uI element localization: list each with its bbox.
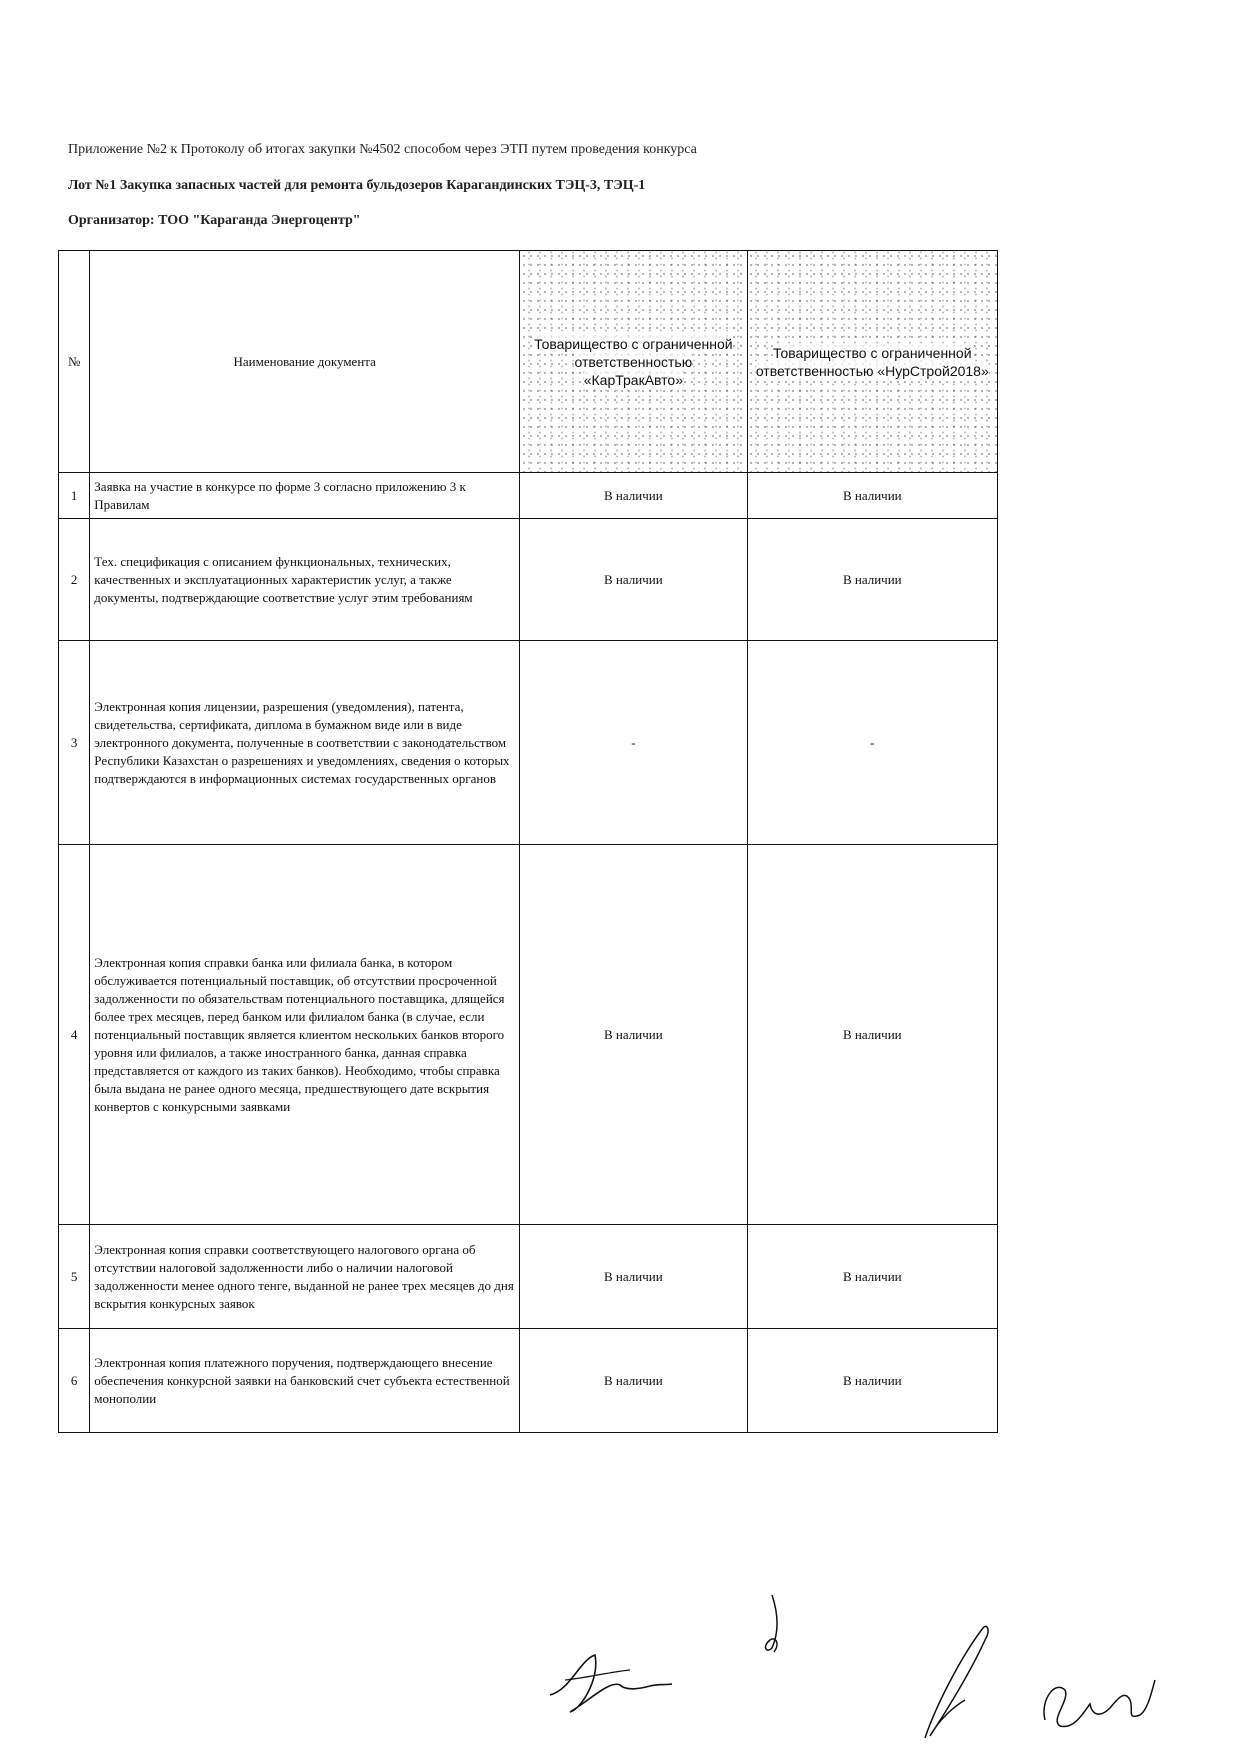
- header-appendix-line: Приложение №2 к Протоколу об итогах закупки №4502 способом через ЭТП путем проведения конкурса: [68, 142, 697, 157]
- signature-1: [540, 1640, 680, 1720]
- row-document: Тех. спецификация с описанием функциональных, технических, качественных и эксплуатационных характеристик услуг, а также документы, подтверждающие соответствие услуг этим требованиям: [90, 519, 520, 641]
- row-status-bidder-1: В наличии: [520, 473, 747, 519]
- row-number: 5: [59, 1225, 90, 1329]
- header-organizer-line: Организатор: ТОО "Караганда Энергоцентр": [68, 213, 361, 228]
- header-number: №: [59, 251, 90, 473]
- row-status-bidder-2: В наличии: [747, 845, 997, 1225]
- row-document: Электронная копия платежного поручения, подтверждающего внесение обеспечения конкурсной заявки на банковский счет субъекта естественной монополии: [90, 1329, 520, 1433]
- row-status-bidder-1: В наличии: [520, 845, 747, 1225]
- table-row: [59, 1225, 998, 1329]
- table-row: [59, 1329, 998, 1433]
- signature-3: [905, 1618, 1005, 1748]
- row-status-bidder-2: В наличии: [747, 1329, 997, 1433]
- header-bidder-2: Товарищество с ограниченной ответственностью «НурСтрой2018»: [747, 251, 997, 473]
- row-number: 2: [59, 519, 90, 641]
- row-status-bidder-2: -: [747, 641, 997, 845]
- row-document: Заявка на участие в конкурсе по форме 3 согласно приложению 3 к Правилам: [90, 473, 520, 519]
- row-status-bidder-2: В наличии: [747, 1225, 997, 1329]
- table-row: [59, 845, 998, 1225]
- row-number: 1: [59, 473, 90, 519]
- row-status-bidder-1: В наличии: [520, 1225, 747, 1329]
- row-number: 4: [59, 845, 90, 1225]
- signature-4: [1030, 1660, 1160, 1740]
- row-document: Электронная копия справки соответствующего налогового органа об отсутствии налоговой задолженности либо о наличии налоговой задолженности менее одного тенге, выданной не ранее трех месяцев до дня вскрытия конкурсных заявок: [90, 1225, 520, 1329]
- row-status-bidder-1: В наличии: [520, 1329, 747, 1433]
- table-row: [59, 641, 998, 845]
- row-status-bidder-1: В наличии: [520, 519, 747, 641]
- row-status-bidder-2: В наличии: [747, 519, 997, 641]
- row-number: 6: [59, 1329, 90, 1433]
- table-header-row: [59, 251, 998, 473]
- row-document: Электронная копия лицензии, разрешения (уведомления), патента, свидетельства, сертификата, диплома в бумажном виде или в виде электронного документа, полученные в соответствии с законодательством Республики Казахстан о разрешениях и уведомлениях, сведения о которых подтверждаются в информационных системах государственных органов: [90, 641, 520, 845]
- row-status-bidder-2: В наличии: [747, 473, 997, 519]
- signature-2: [752, 1590, 792, 1660]
- table-row: [59, 519, 998, 641]
- row-number: 3: [59, 641, 90, 845]
- table-row: [59, 473, 998, 519]
- row-document: Электронная копия справки банка или филиала банка, в котором обслуживается потенциальный поставщик, об отсутствии просроченной задолженности по обязательствам потенциального поставщика, длящейся более трех месяцев, перед банком или филиалом банка (в случае, если потенциальный поставщик является клиентом нескольких банков второго уровня или филиалов, а также иностранного банка, данная справка представляется от каждого из таких банков). Необходимо, чтобы справка была выдана не ранее одного месяца, предшествующего дате вскрытия конвертов с конкурсными заявками: [90, 845, 520, 1225]
- header-lot-line: Лот №1 Закупка запасных частей для ремонта бульдозеров Карагандинских ТЭЦ-3, ТЭЦ-1: [68, 178, 646, 193]
- header-bidder-1: Товарищество с ограниченной ответственностью «КарТракАвто»: [520, 251, 747, 473]
- documents-table: [58, 250, 998, 1433]
- header-document-name: Наименование документа: [90, 251, 520, 473]
- row-status-bidder-1: -: [520, 641, 747, 845]
